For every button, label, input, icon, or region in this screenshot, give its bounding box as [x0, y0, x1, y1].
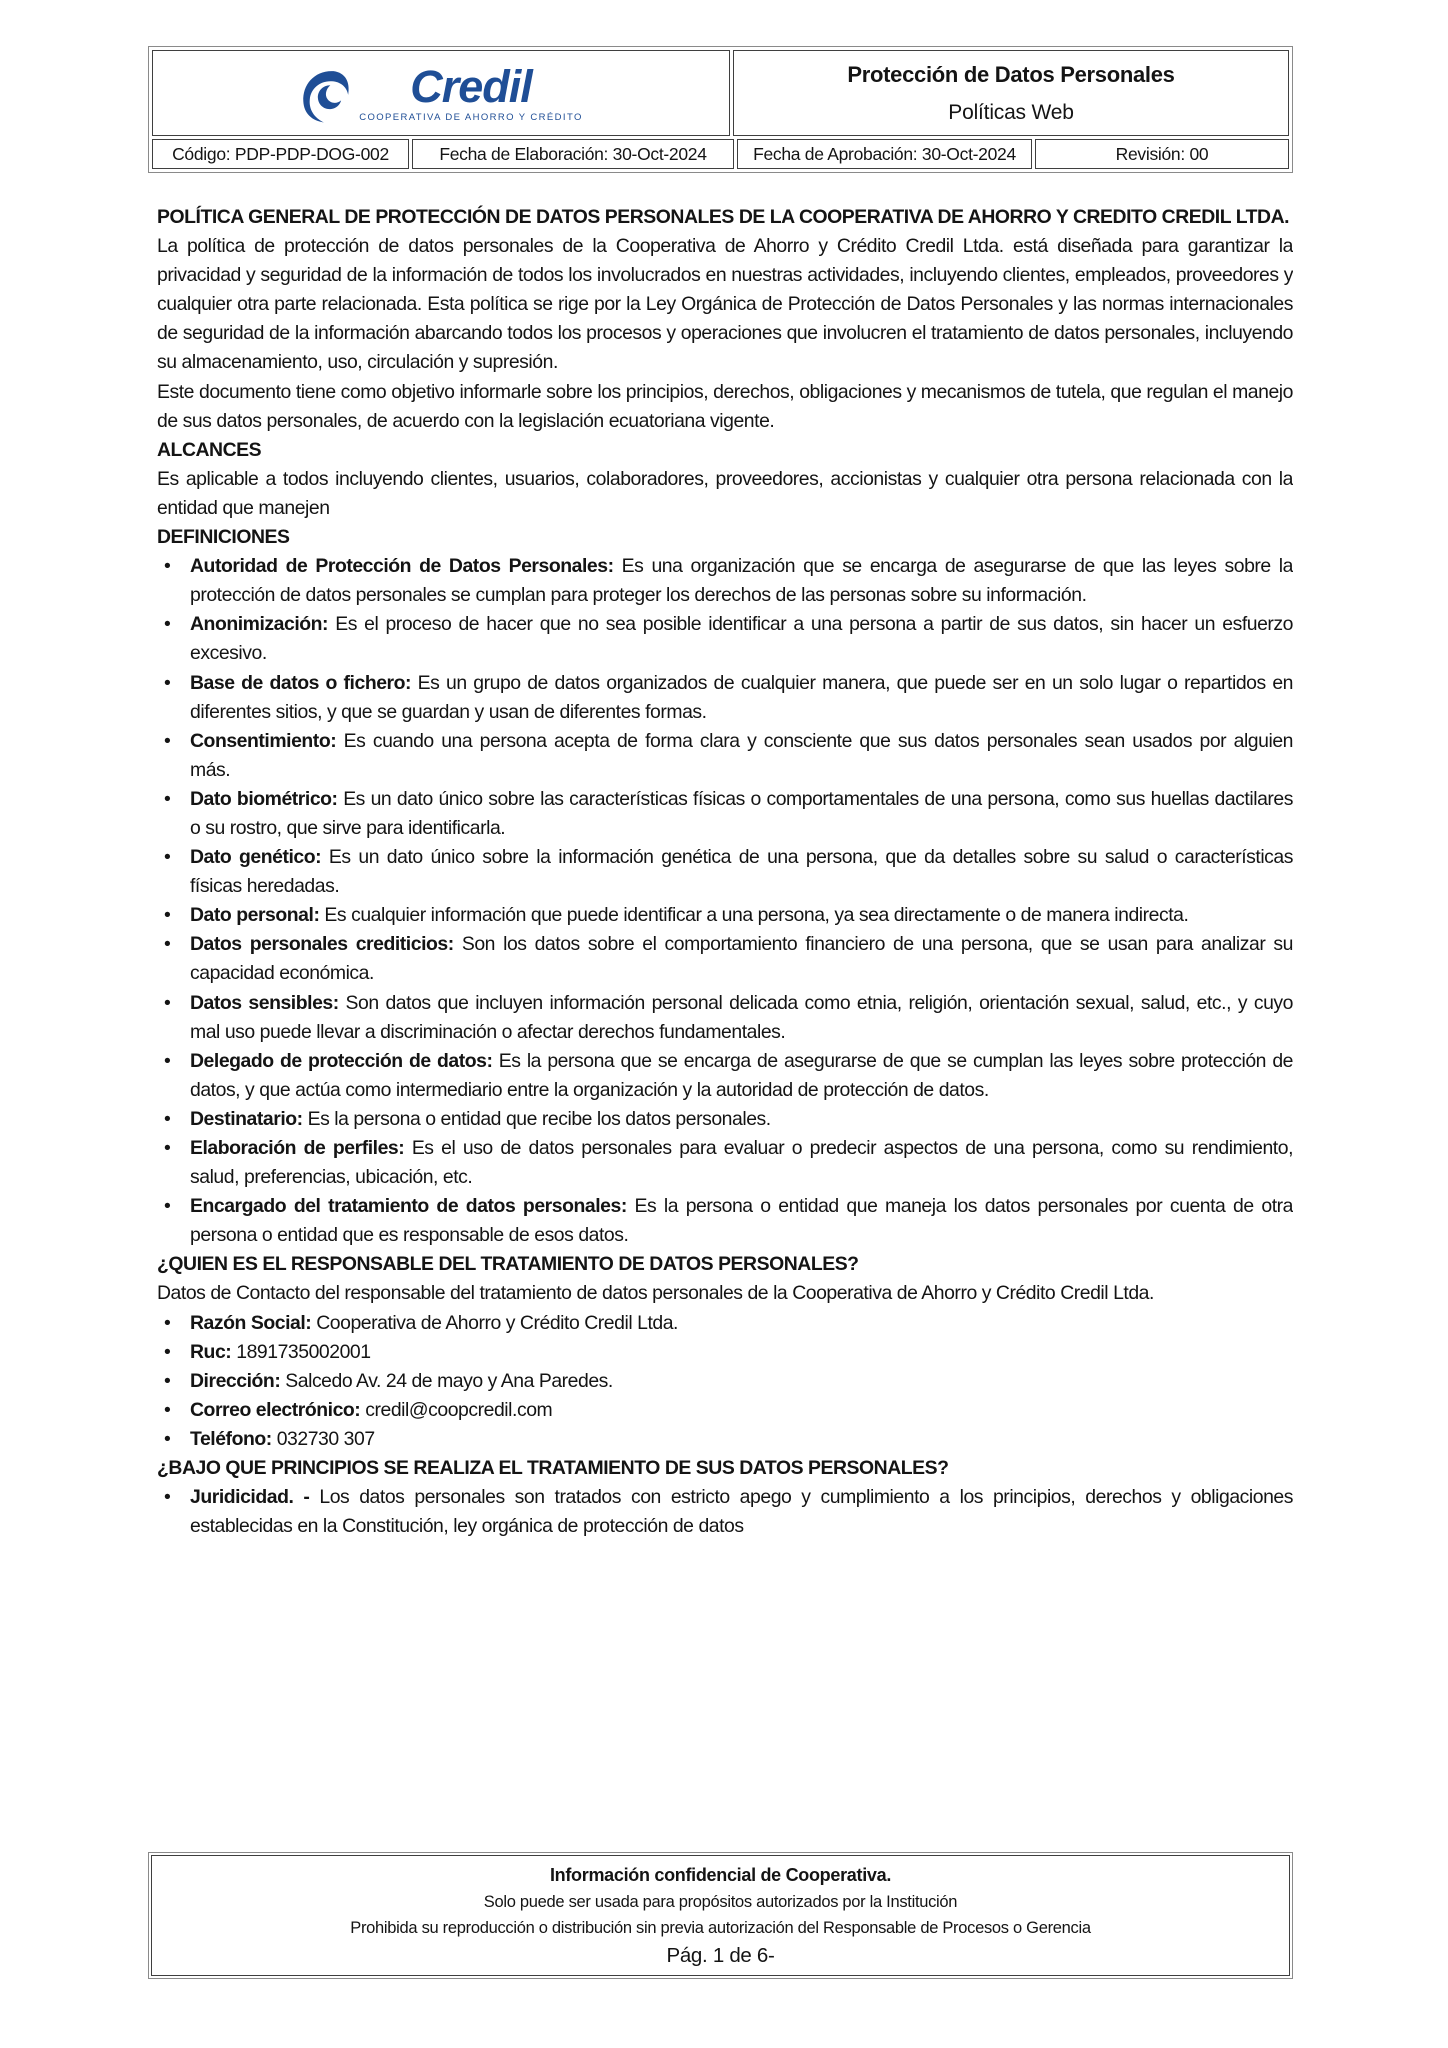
list-item-description: Los datos personales son tratados con estricto apego y cumplimiento a los principios, derechos y obligaciones establecidas en la Constitución, ley orgánica de protección de datos [190, 1486, 1293, 1538]
list-item [157, 989, 1293, 1047]
list-item-text [190, 727, 1293, 785]
logo-cell [152, 50, 730, 136]
list-item-description: 032730 307 [276, 1427, 375, 1450]
list-item [157, 785, 1293, 843]
body-paragraph: La política de protección de datos personales de la Cooperativa de Ahorro y Crédito Credil Ltda. está diseñada para garantizar la privacidad y seguridad de la información de todos los involucrados en nuestras actividades, incluyendo clientes, empleados, proveedores y cualquier otra parte relacionada. Esta política se rige por la Ley Orgánica de Protección de Datos Personales y las normas internacionales de seguridad de la información abarcando todos los procesos y operaciones que involucren el tratamiento de datos personales, incluyendo su almacenamiento, uso, circulación y supresión. [157, 235, 1293, 374]
list-item [157, 552, 1293, 610]
document-header [148, 46, 1293, 173]
footer-usage-line: Solo puede ser usada para propósitos autorizados por la Institución [483, 1893, 958, 1911]
section-heading: ¿BAJO QUE PRINCIPIOS SE REALIZA EL TRATAMIENTO DE SUS DATOS PERSONALES? [157, 1457, 949, 1480]
list-item [157, 1367, 1293, 1396]
list-item [157, 1396, 1293, 1425]
list-item [157, 901, 1293, 930]
title-cell [733, 50, 1289, 136]
body-paragraph: Es aplicable a todos incluyendo clientes, usuarios, colaboradores, proveedores, accionistas y cualquier otra persona relacionada con la entidad que manejen [157, 467, 1293, 519]
bullet-icon: • [164, 787, 171, 810]
footer-prohibition-line: Prohibida su reproducción o distribución sin previa autorización del Responsable de Procesos o Gerencia [350, 1919, 1091, 1937]
list-item-text [190, 930, 1293, 988]
list-item-term: Datos sensibles: [190, 991, 339, 1014]
bullet-icon: • [164, 1137, 171, 1159]
list-item [157, 843, 1293, 901]
list-item-text [190, 1192, 1293, 1250]
list-item-term: Razón Social: [190, 1311, 312, 1334]
bullet-icon: • [164, 846, 171, 869]
logo-brand: Credil [410, 60, 532, 112]
bullet-icon: • [164, 1195, 171, 1218]
bullet-icon: • [164, 555, 171, 578]
list-item-description: Son los datos sobre el comportamiento financiero de una persona, que se usan para analizar su capacidad económica. [190, 933, 1293, 985]
list-item [157, 1338, 1293, 1367]
list-item [157, 1192, 1293, 1250]
list-item-description: Es el uso de datos personales para evaluar o predecir aspectos de una persona, como su rendimiento, salud, preferencias, ubicación, etc. [190, 1137, 1293, 1189]
list-item [157, 1047, 1293, 1105]
elaboration-date: Fecha de Elaboración: 30-Oct-2024 [412, 139, 734, 169]
list-item-description: Es un dato único sobre las características físicas o comportamentales de una persona, como sus huellas dactilares o su rostro, que sirve para identificarla. [190, 787, 1293, 839]
credil-swirl-icon [299, 69, 353, 123]
list-item-term: Dirección: [190, 1369, 281, 1392]
list-item-term: Dato personal: [190, 904, 320, 927]
list-item [157, 1483, 1293, 1541]
list-item-text [190, 669, 1293, 727]
bullet-icon: • [164, 1107, 171, 1130]
list-item-term: Elaboración de perfiles: [190, 1137, 405, 1159]
list-item-description: Es el proceso de hacer que no sea posible identificar a una persona a partir de sus datos, sin hacer un esfuerzo excesivo. [190, 613, 1293, 665]
bullet-icon: • [164, 1369, 171, 1392]
list-item-term: Encargado del tratamiento de datos personales: [190, 1195, 627, 1218]
document-footer [148, 1852, 1293, 1979]
list-item-text [190, 1309, 1293, 1338]
bullet-icon: • [164, 1049, 171, 1072]
credil-logo [299, 60, 583, 123]
list-item-text [190, 785, 1293, 843]
section-heading: POLÍTICA GENERAL DE PROTECCIÓN DE DATOS PERSONALES DE LA COOPERATIVA DE AHORRO Y CREDITO CREDIL LTDA. [157, 206, 1290, 228]
list-item-description: Es un grupo de datos organizados de cualquier manera, que puede ser en un solo lugar o repartidos en diferentes sitios, y que se guardan y usan de diferentes formas. [190, 671, 1293, 723]
list-item-term: Base de datos o fichero: [190, 671, 412, 694]
list-item [157, 930, 1293, 988]
list-item-term: Destinatario: [190, 1107, 303, 1130]
list-item-text [190, 1396, 1293, 1425]
list-item-text [190, 843, 1293, 901]
list-item-description: credil@coopcredil.com [365, 1398, 553, 1421]
list-item-description: Es cualquier información que puede identificar a una persona, ya sea directamente o de manera indirecta. [324, 904, 1189, 927]
list-item-description: 1891735002001 [236, 1340, 371, 1363]
list-item [157, 610, 1293, 668]
list-item [157, 1105, 1293, 1134]
footer-box [148, 1852, 1293, 1979]
body-paragraph: Este documento tiene como objetivo informarle sobre los principios, derechos, obligaciones y mecanismos de tutela, que regulan el manejo de sus datos personales, de acuerdo con la legislación ecuatoriana vigente. [157, 380, 1293, 432]
footer-confidential-title: Información confidencial de Cooperativa. [549, 1865, 892, 1885]
document-code: Código: PDP-PDP-DOG-002 [152, 139, 409, 169]
list-item-term: Dato biométrico: [190, 787, 338, 810]
revision-number: Revisión: 00 [1035, 139, 1289, 169]
logo-text [359, 60, 583, 123]
bullet-icon: • [164, 1486, 171, 1509]
logo-tagline: COOPERATIVA DE AHORRO Y CRÉDITO [359, 111, 583, 123]
list-item-description: Es la persona o entidad que maneja los datos personales por cuenta de otra persona o entidad que es responsable de esos datos. [190, 1195, 1293, 1247]
list-item-term: Teléfono: [190, 1427, 272, 1450]
header-row-meta [152, 139, 1289, 169]
list-item-text [190, 552, 1293, 610]
section-heading: DEFINICIONES [157, 526, 290, 549]
document-subtitle: Políticas Web [948, 100, 1074, 124]
list-item-text [190, 1105, 1293, 1134]
list-item-description: Son datos que incluyen información personal delicada como etnia, religión, orientación sexual, salud, etc., y cuyo mal uso puede llevar a discriminación o afectar derechos fundamentales. [190, 991, 1293, 1043]
approval-date: Fecha de Aprobación: 30-Oct-2024 [737, 139, 1032, 169]
list-item-description: Salcedo Av. 24 de mayo y Ana Paredes. [285, 1369, 613, 1392]
document-title: Protección de Datos Personales [847, 61, 1175, 87]
list-item-text [190, 901, 1293, 930]
list-item-term: Consentimiento: [190, 729, 337, 752]
page-number: Pág. 1 de 6- [666, 1944, 775, 1967]
list-item-description: Es la persona o entidad que recibe los datos personales. [307, 1107, 771, 1130]
list-item-term: Dato genético: [190, 846, 322, 869]
list-item-text [190, 1367, 1293, 1396]
list-item-text [190, 1338, 1293, 1367]
bullet-icon: • [164, 613, 171, 636]
list-item-term: Autoridad de Protección de Datos Personales: [190, 555, 614, 578]
list-item [157, 1309, 1293, 1338]
list-item-term: Juridicidad. - [190, 1486, 310, 1509]
list-item-description: Cooperativa de Ahorro y Crédito Credil Ltda. [316, 1311, 678, 1334]
list-item [157, 669, 1293, 727]
bullet-icon: • [164, 1427, 171, 1450]
list-item [157, 1134, 1293, 1192]
footer-box-inner [151, 1855, 1290, 1976]
list-item-text [190, 610, 1293, 668]
list-item-description: Es la persona que se encarga de asegurarse de que se cumplan las leyes sobre protección de datos, y que actúa como intermediario entre la organización y la autoridad de protección de datos. [190, 1049, 1293, 1101]
list-item-text [190, 1483, 1293, 1541]
list-item-term: Anonimización: [190, 613, 329, 636]
section-heading: ALCANCES [157, 438, 262, 461]
list-item-text [190, 1425, 1293, 1454]
header-row-top [152, 50, 1289, 136]
bullet-icon: • [164, 1340, 171, 1363]
section-heading: ¿QUIEN ES EL RESPONSABLE DEL TRATAMIENTO DE DATOS PERSONALES? [157, 1253, 859, 1276]
bullet-icon: • [164, 904, 171, 927]
list-item-text [190, 1047, 1293, 1105]
bullet-icon: • [164, 729, 171, 752]
list-item-description: Es cuando una persona acepta de forma clara y consciente que sus datos personales sean usados por alguien más. [190, 729, 1293, 781]
bullet-icon: • [164, 1311, 171, 1334]
list-item-text [190, 1134, 1293, 1192]
list-item [157, 727, 1293, 785]
bullet-icon: • [164, 1398, 171, 1421]
list-item-description: Es una organización que se encarga de asegurarse de que las leyes sobre la protección de datos personales se cumplan para proteger los derechos de las personas sobre su información. [190, 555, 1293, 607]
list-item [157, 1425, 1293, 1454]
bullet-icon: • [164, 991, 171, 1014]
bullet-icon: • [164, 671, 171, 694]
list-item-description: Es un dato único sobre la información genética de una persona, que da detalles sobre su salud o características físicas heredadas. [190, 846, 1293, 898]
list-item-text [190, 989, 1293, 1047]
bullet-icon: • [164, 933, 171, 956]
body-paragraph: Datos de Contacto del responsable del tratamiento de datos personales de la Cooperativa de Ahorro y Crédito Credil Ltda. [157, 1282, 1154, 1305]
list-item-term: Delegado de protección de datos: [190, 1049, 493, 1072]
list-item-term: Ruc: [190, 1340, 232, 1363]
list-item-term: Correo electrónico: [190, 1398, 361, 1421]
list-item-term: Datos personales crediticios: [190, 933, 454, 956]
header-table [148, 46, 1293, 173]
document-body [157, 203, 1293, 1850]
